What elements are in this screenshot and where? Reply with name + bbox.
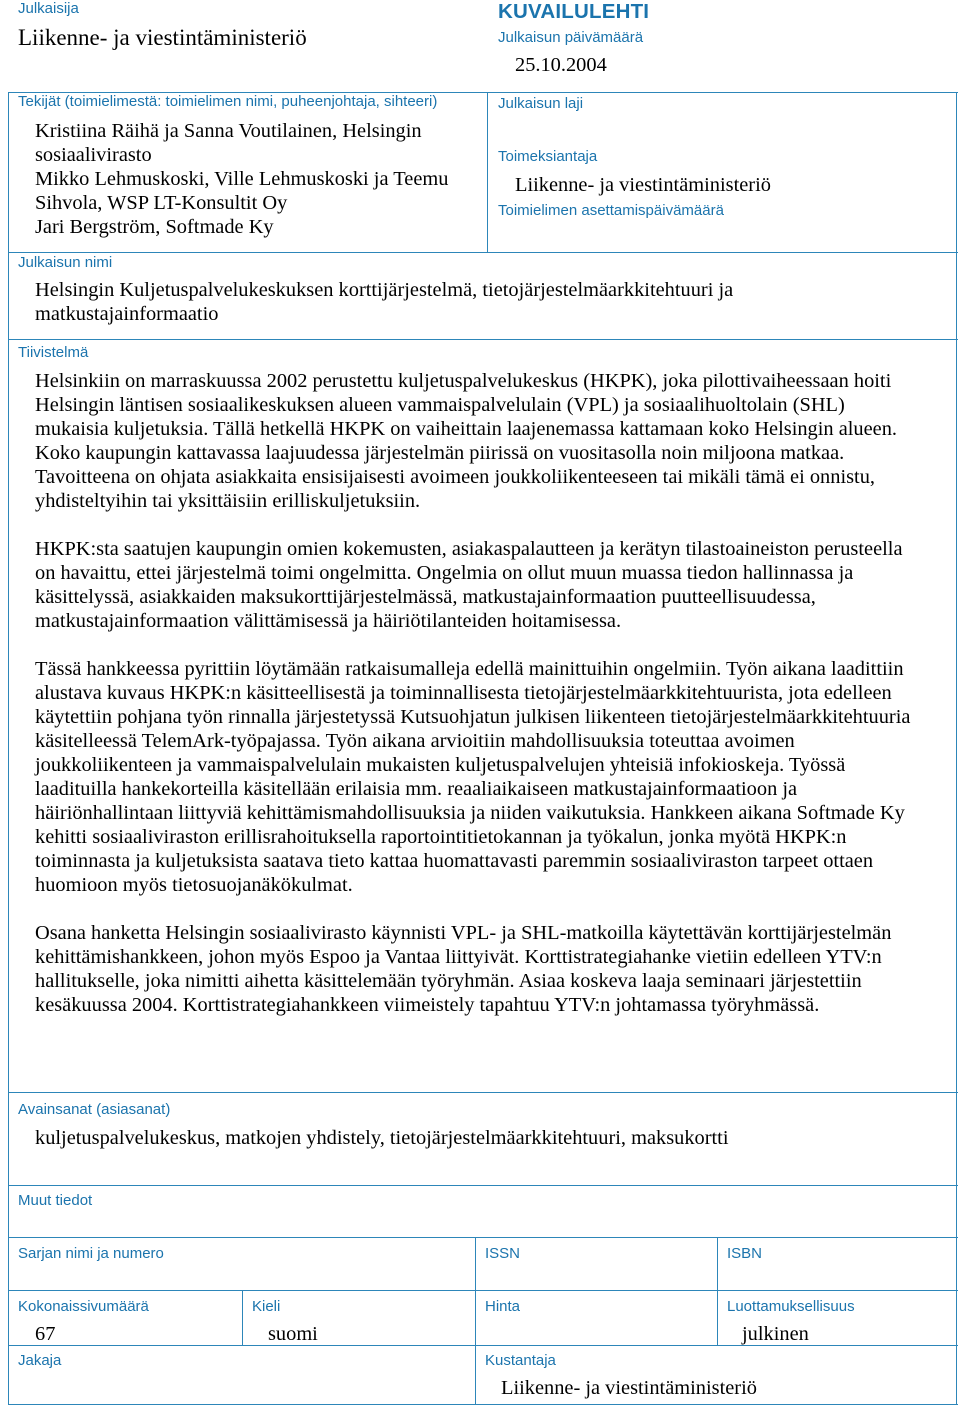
abstract-paragraph-3: [35, 657, 910, 897]
rule-col-2: [242, 1290, 243, 1346]
other-info-label: Muut tiedot: [18, 1192, 93, 1209]
author-line: Jari Bergström, Softmade Ky: [35, 216, 274, 238]
authors-list: [35, 119, 448, 239]
abstract-line: yhdisteltyihin tai yksittäisiin erilliskuljetuksiin.: [35, 490, 421, 512]
abstract-line: käytettiin pohjana työn rinnalla järjestetyssä Kutsuohjatun julkisen liikenteen tietojärjestelmäarkkitehtuuria: [35, 706, 911, 728]
authors-label: Tekijät (toimielimestä: toimielimen nimi, puheenjohtaja, sihteeri): [18, 93, 438, 110]
distributor-label: Jakaja: [18, 1352, 62, 1369]
abstract-line: häiriönhallintaan liittyviä kehittämismahdollisuuksia ja niiden vaikutuksia. Hankkeen aikana Softmade Ky: [35, 802, 905, 824]
title-line: matkustajainformaatio: [35, 303, 219, 325]
rule-top-divider: [487, 92, 488, 253]
rule-after-series: [8, 1290, 958, 1291]
publication-date-label: Julkaisun päivämäärä: [498, 29, 644, 46]
page-count-value: 67: [35, 1323, 56, 1345]
abstract-line: käsitelleessä TelemArk-työpajassa. Työn aikana arvioitiin mahdollisuuksia toteuttaa avoimen: [35, 730, 795, 752]
price-label: Hinta: [485, 1298, 521, 1315]
abstract-line: Tavoitteena on ohjata asiakkaita ensisijaisesti avoimeen joukkoliikenteeseen tai mikäli tämä ei onnistu,: [35, 466, 876, 488]
appointment-date-label: Toimielimen asettamispäivämäärä: [498, 202, 724, 219]
abstract-line: hallitukselle, joka nimitti aihetta käsittelemään työryhmän. Asiaa koskeva laaja seminaari järjestettiin: [35, 970, 862, 992]
publisher-label: Julkaisija: [18, 0, 79, 17]
keywords-label: Avainsanat (asiasanat): [18, 1101, 171, 1118]
confidentiality-value: julkinen: [742, 1323, 809, 1345]
abstract-body: [35, 369, 910, 1041]
publication-type-label: Julkaisun laji: [498, 95, 584, 112]
rule-after-other-info: [8, 1237, 958, 1238]
abstract-line: huomioon myös tietosuojanäkökulmat.: [35, 874, 353, 896]
publisher-bottom-value: Liikenne- ja viestintäministeriö: [501, 1377, 757, 1399]
rule-col-4: [717, 1237, 718, 1346]
abstract-line: Koko kaupungin kattavassa laajuudessa järjestelmän piirissä on vuositasolla noin miljoona matkaa.: [35, 442, 845, 464]
abstract-line: käsittelyssä, asiakkaiden maksukorttijärjestelmässä, matkustajainformaation puutteellisuudessa,: [35, 586, 816, 608]
rule-col-3: [475, 1237, 476, 1405]
abstract-line: mukaisia kuljetuksia. Tällä hetkellä HKPK on vaiheittain laajenemassa kattamaan koko Helsingin alueen.: [35, 418, 898, 440]
abstract-line: laadituilla hankekorteilla käsitellään erilaisia mm. reaaliaikaiseen matkustajainformaatioon ja: [35, 778, 798, 800]
commissioner-name: Liikenne- ja viestintäministeriö: [515, 174, 771, 196]
rule-bottom: [8, 1404, 958, 1405]
issn-label: ISSN: [485, 1245, 521, 1262]
abstract-paragraph-1: [35, 369, 910, 513]
rule-after-abstract: [8, 1092, 958, 1093]
publication-date: 25.10.2004: [515, 54, 607, 76]
abstract-line: Tässä hankkeessa pyrittiin löytämään ratkaisumalleja edellä mainittuihin ongelmiin. Työn aikana laadittiin: [35, 658, 904, 680]
series-label: Sarjan nimi ja numero: [18, 1245, 164, 1262]
publisher-name: Liikenne- ja viestintäministeriö: [18, 25, 307, 50]
title-line: Helsingin Kuljetuspalvelukeskuksen korttijärjestelmä, tietojärjestelmäarkkitehtuuri ja: [35, 279, 734, 301]
abstract-line: joukkoliikenteen ja vammaispalvelulain mukaisten kuljetuspalvelujen yhteisiä infokioskeja. Työssä: [35, 754, 846, 776]
rule-left: [8, 92, 9, 1405]
author-line: sosiaalivirasto: [35, 144, 152, 166]
author-line: Sihvola, WSP LT-Konsultit Oy: [35, 192, 288, 214]
publication-title: [35, 278, 733, 326]
abstract-line: Osana hanketta Helsingin sosiaalivirasto käynnisti VPL- ja SHL-matkoilla käytettävän korttijärjestelmän: [35, 922, 892, 944]
commissioner-label: Toimeksiantaja: [498, 148, 598, 165]
rule-after-title: [8, 339, 958, 340]
abstract-label: Tiivistelmä: [18, 344, 89, 361]
language-label: Kieli: [252, 1298, 281, 1315]
abstract-paragraph-4: [35, 921, 910, 1017]
rule-after-authors: [8, 252, 958, 253]
abstract-line: Helsingin läntisen sosiaalikeskuksen alueen vammaispalvelulain (VPL) ja sosiaalihuoltolain (SHL): [35, 394, 845, 416]
abstract-line: Helsinkiin on marraskuussa 2002 perustettu kuljetuspalvelukeskus (HKPK), joka pilottivaiheessaan hoiti: [35, 370, 892, 392]
abstract-line: kehitti sosiaaliviraston erillisrahoituksella raportointitietokannan ja työkalun, jonka myötä HKPK:n: [35, 826, 847, 848]
abstract-line: on havaittu, ettei järjestelmä toimi ongelmitta. Ongelmia on ollut muun muassa tiedon hallinnassa ja: [35, 562, 854, 584]
author-line: Mikko Lehmuskoski, Ville Lehmuskoski ja Teemu: [35, 168, 449, 190]
isbn-label: ISBN: [727, 1245, 763, 1262]
abstract-line: alustava kuvaus HKPK:n käsitteellisestä ja toiminnallisesta tietojärjestelmäarkkitehtuurista, jota edelleen: [35, 682, 892, 704]
publication-title-label: Julkaisun nimi: [18, 254, 113, 271]
confidentiality-label: Luottamuksellisuus: [727, 1298, 855, 1315]
abstract-paragraph-2: [35, 537, 910, 633]
language-value: suomi: [268, 1323, 318, 1345]
rule-right: [956, 92, 957, 1405]
rule-after-details: [8, 1345, 958, 1346]
author-line: Kristiina Räihä ja Sanna Voutilainen, Helsingin: [35, 120, 422, 142]
publisher-bottom-label: Kustantaja: [485, 1352, 556, 1369]
rule-after-keywords: [8, 1185, 958, 1186]
abstract-line: HKPK:sta saatujen kaupungin omien kokemusten, asiakaspalautteen ja kerätyn tilastoaineiston perusteella: [35, 538, 903, 560]
abstract-line: matkustajainformaation välittämisessä ja häiriötilanteiden hoitamisessa.: [35, 610, 622, 632]
keywords-value: kuljetuspalvelukeskus, matkojen yhdistely, tietojärjestelmäarkkitehtuuri, maksukortti: [35, 1127, 729, 1149]
abstract-line: toiminnasta ja kuljetuksista saatava tieto kattaa huomattavasti paremmin sosiaaliviraston tarpeet ottaen: [35, 850, 874, 872]
document-type-title: KUVAILULEHTI: [498, 0, 650, 23]
abstract-line: kesäkuussa 2004. Korttistrategiahankkeen viimeistely tapahtuu YTV:n johtamassa työryhmässä.: [35, 994, 820, 1016]
page-count-label: Kokonaissivumäärä: [18, 1298, 149, 1315]
abstract-line: kehittämishankkeen, johon myös Espoo ja Vantaa liittyivät. Korttistrategiahanke vietiin edelleen YTV:n: [35, 946, 882, 968]
